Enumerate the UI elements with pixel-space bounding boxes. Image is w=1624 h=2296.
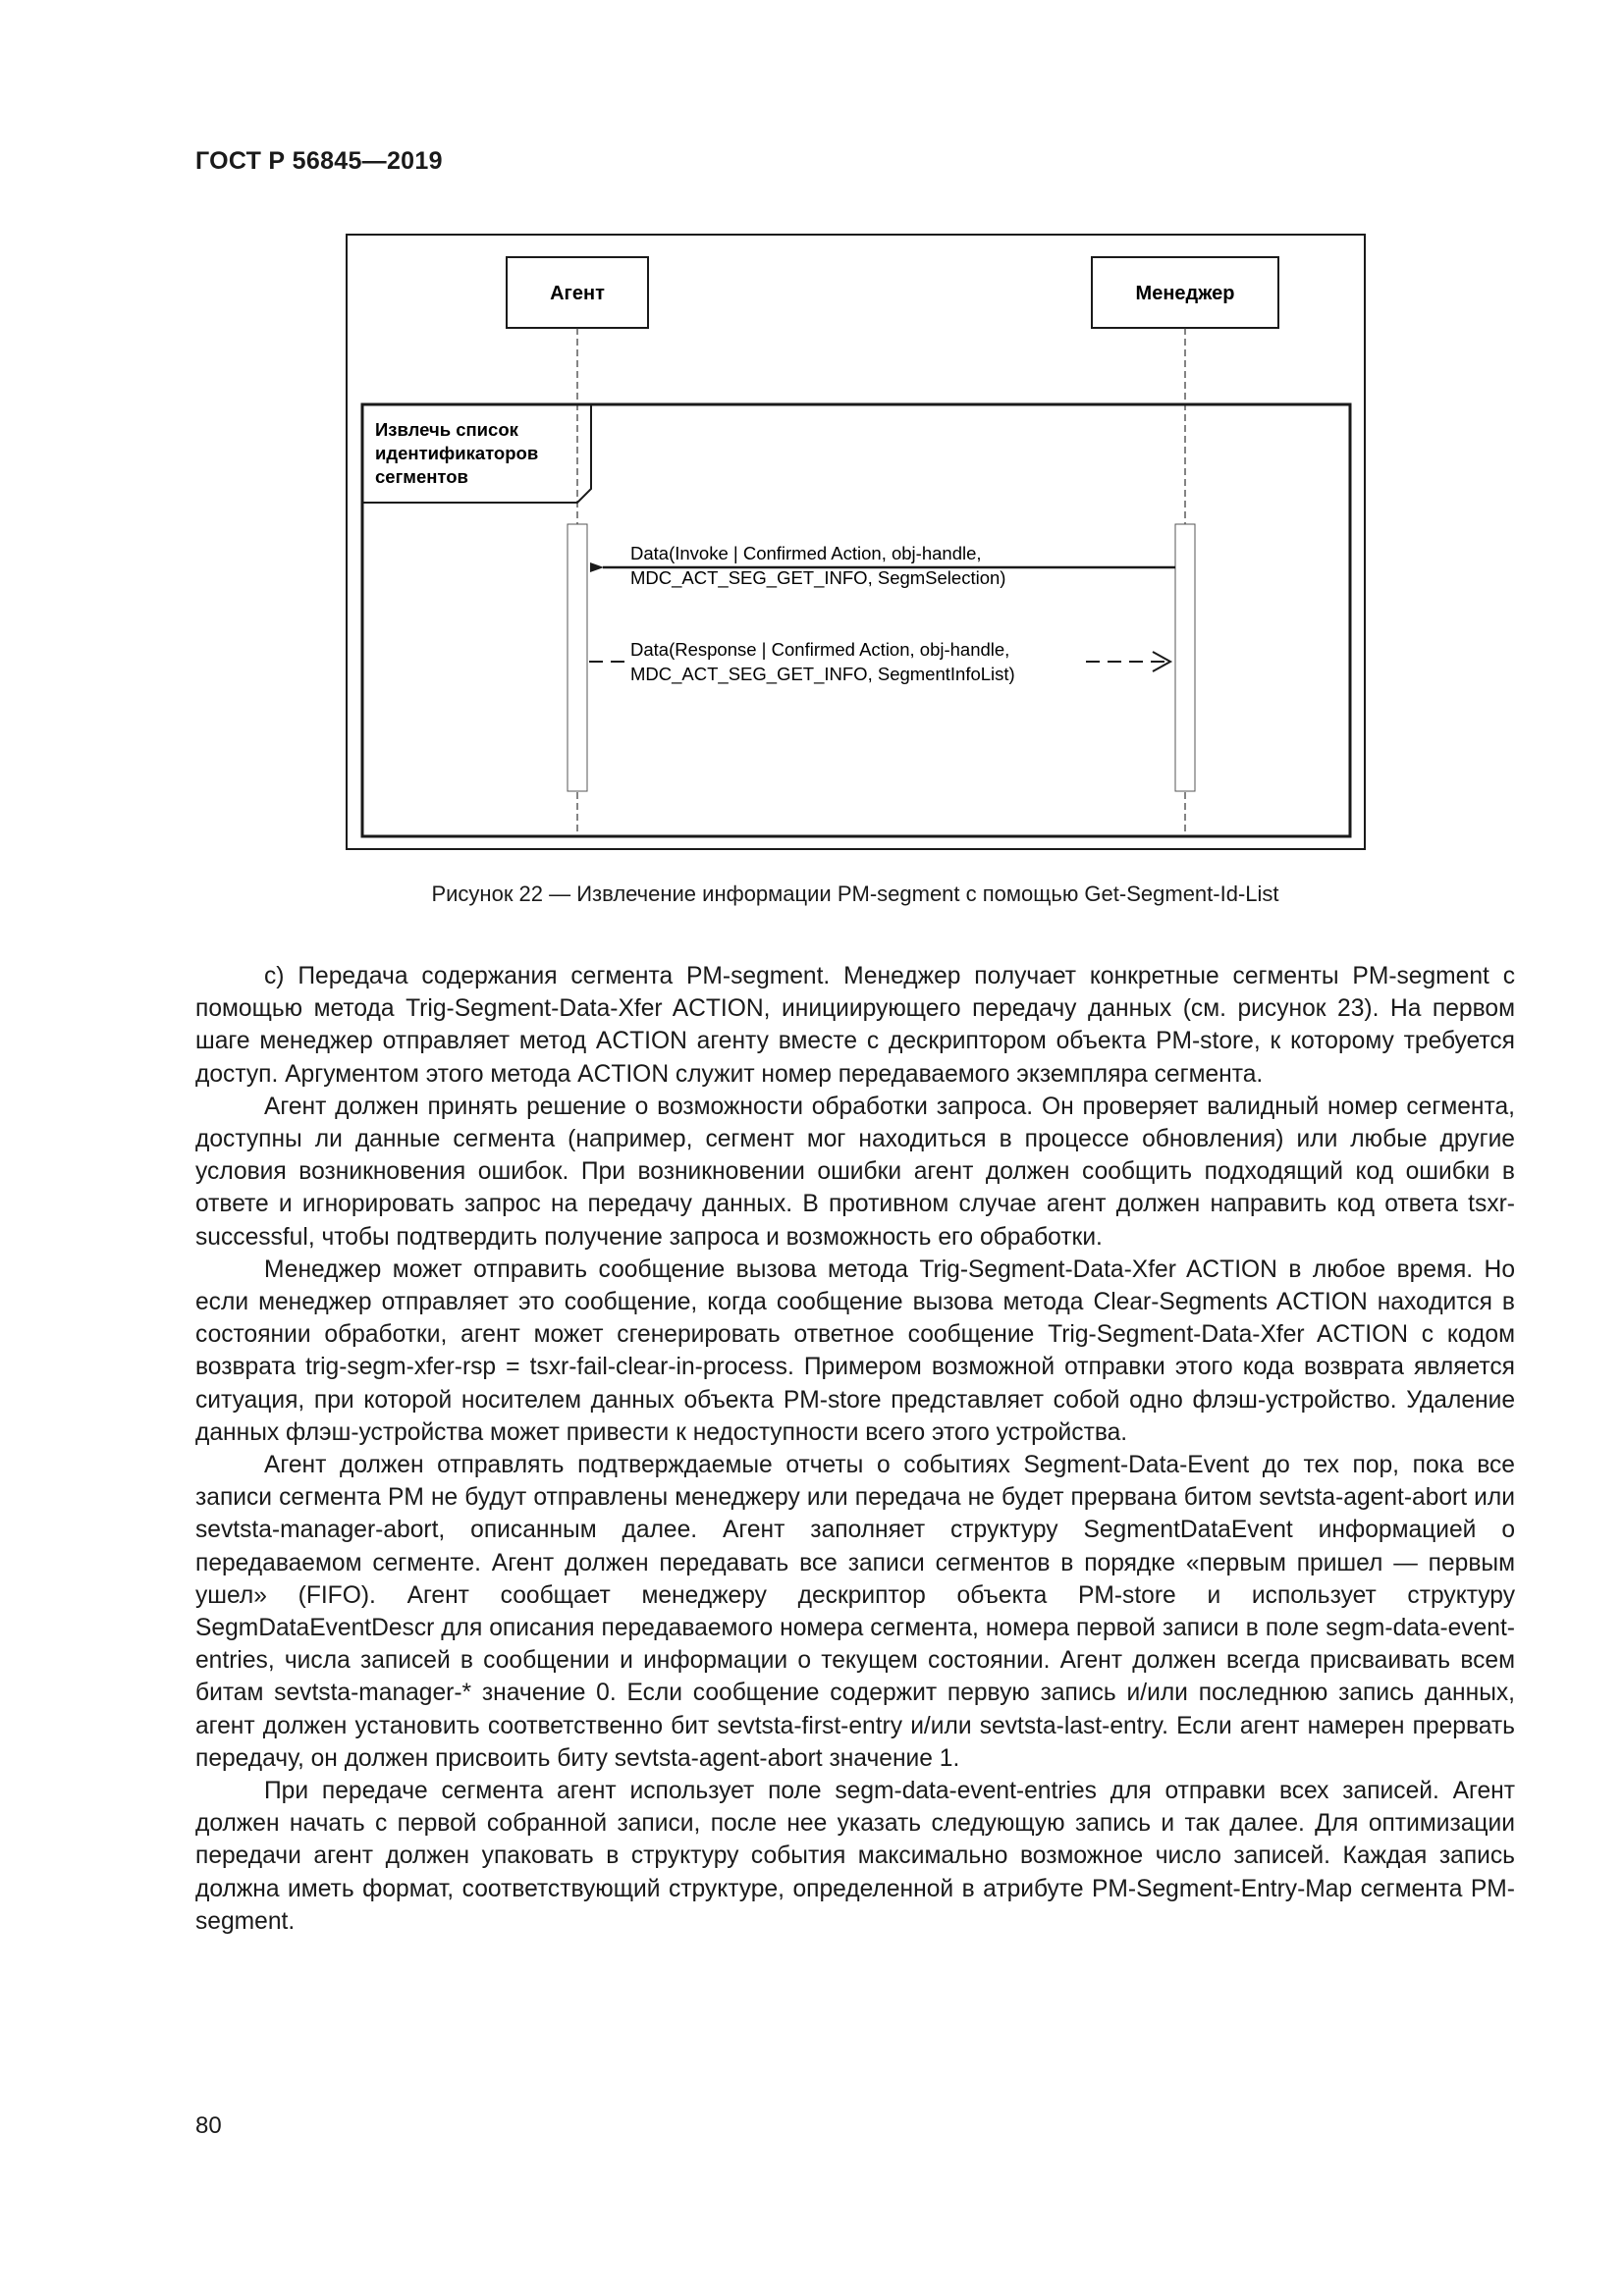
paragraph: c) Передача содержания сегмента PM-segment. Менеджер получает конкретные сегменты PM-segment с помощью метода Trig-Segment-Data-Xfer ACTION, инициирующего передачу данных (см. рисунок 23). На первом шаге менеджер отправляет метод ACTION агенту вместе с дескриптором объекта PM-store, к которому требуется доступ. Аргументом этого метода ACTION служит номер передаваемого экземпляра сегмента.: [195, 963, 1515, 1088]
document-header: ГОСТ Р 56845—2019: [195, 147, 443, 175]
paragraph: Менеджер может отправить сообщение вызова метода Trig-Segment-Data-Xfer ACTION в любое время. Но если менеджер отправляет это сообщение, когда сообщение вызова метода Clear-Segments ACTION находится в состоянии обработки, агент может сгенерировать ответное сообщение Trig-Segment-Data-Xfer ACTION с кодом возврата trig-segm-xfer-rsp = tsxr-fail-clear-in-process. Примером возможной отправки этого кода возврата является ситуация, при которой носителем данных объекта PM-store представляет собой одно флэш-устройство. Удаление данных флэш-устройства может привести к недоступности всего этого устройства.: [195, 1255, 1515, 1446]
figure-caption: Рисунок 22 — Извлечение информации PM-segment с помощью Get-Segment-Id-List: [431, 881, 1279, 906]
agent-activation-bar: [568, 524, 587, 791]
manager-label: Менеджер: [1135, 283, 1235, 304]
sequence-diagram: [346, 234, 1367, 852]
paragraph: Агент должен принять решение о возможности обработки запроса. Он проверяет валидный номер сегмента, доступны ли данные сегмента (например, сегмент мог находиться в процессе обновления) или любые другие условия возникновения ошибок. При возникновении ошибки агент должен сообщить подходящий код ошибки в ответе и игнорировать запрос на передачу данных. В противном случае агент должен направить код ответа tsxr-successful, чтобы подтвердить получение запроса и возможность его обработки.: [195, 1093, 1515, 1251]
sequence-diagram-figure: [346, 234, 1367, 852]
body-text: [195, 960, 1515, 1938]
manager-activation-bar: [1175, 524, 1195, 791]
fragment-frame: [362, 404, 1350, 836]
invoke-message-label: Data(Invoke | Confirmed Action, obj-handle, MDC_ACT_SEG_GET_INFO, SegmSelection): [630, 543, 1006, 588]
agent-label: Агент: [550, 283, 605, 304]
paragraph: Агент должен отправлять подтверждаемые отчеты о событиях Segment-Data-Event до тех пор, пока все записи сегмента PM не будут отправлены менеджеру или передача не будет прервана битом sevtsta-agent-abort или sevtsta-manager-abort, описанным далее. Агент заполняет структуру SegmentDataEvent информацией о передаваемом сегменте. Агент должен передавать все записи сегментов в порядке «первым пришел — первым ушел» (FIFO). Агент сообщает менеджеру дескриптор объекта PM-store и использует структуру SegmDataEventDescr для описания передаваемого номера сегмента, номера первой записи в поле segm-data-event-entries, числа записей в сообщении и информации о текущем состоянии. Агент должен всегда присваивать всем битам sevtsta-manager-* значение 0. Если сообщение содержит первую запись и/или последнюю запись данных, агент должен установить соответственно бит sevtsta-first-entry и/или sevtsta-last-entry. Если агент намерен прервать передачу, он должен присвоить биту sevtsta-agent-abort значение 1.: [195, 1452, 1515, 1772]
page-number: 80: [195, 2112, 222, 2139]
paragraph: При передаче сегмента агент использует поле segm-data-event-entries для отправки всех записей. Агент должен начать с первой собранной записи, после нее указать следующую запись и так далее. Для оптимизации передачи агент должен упаковать в структуру события максимально возможное число записей. Каждая запись должна иметь формат, соответствующий структуре, определенной в атрибуте PM-Segment-Entry-Map сегмента PM-segment.: [195, 1778, 1515, 1935]
response-message-label: Data(Response | Confirmed Action, obj-handle, MDC_ACT_SEG_GET_INFO, SegmentInfoList): [630, 639, 1015, 684]
fragment-label: Извлечь список идентификаторов сегментов: [375, 419, 539, 487]
